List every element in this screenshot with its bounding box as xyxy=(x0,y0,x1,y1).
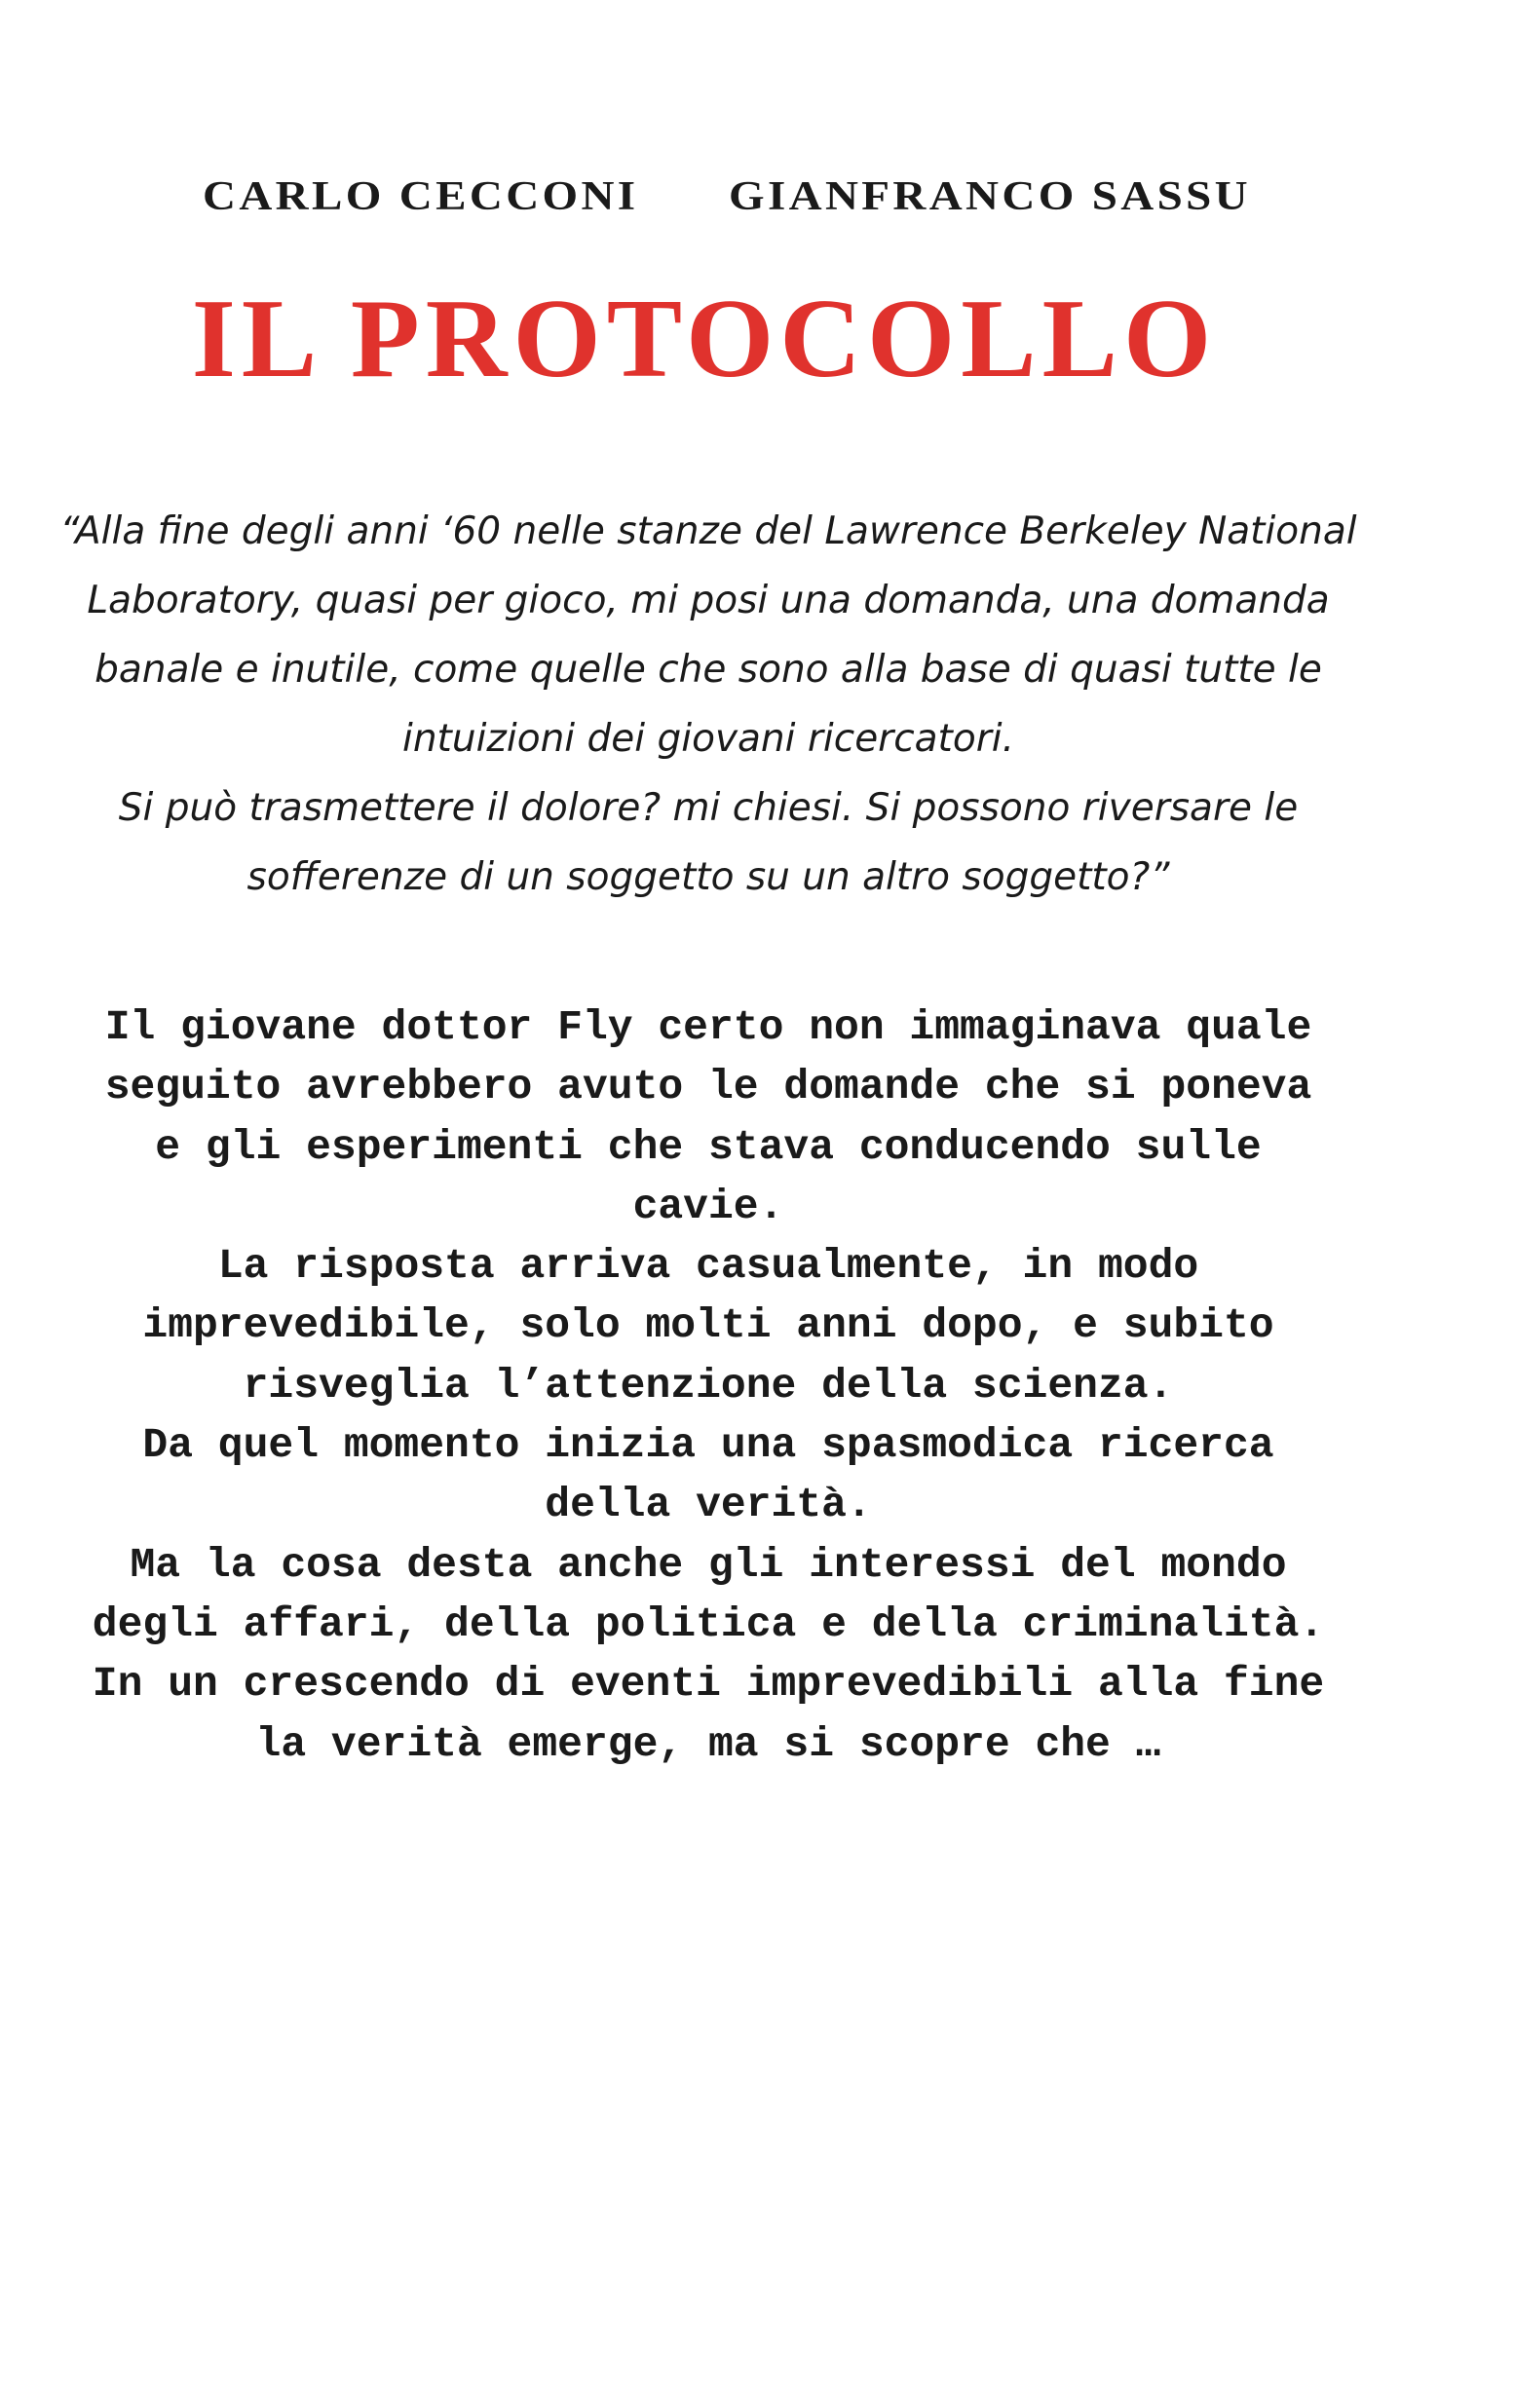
author-name: CARLO CECCONI xyxy=(203,174,639,219)
quote-line: Si può trasmettere il dolore? mi chiesi. Si possono riversare le xyxy=(118,786,1299,830)
quote-line: Laboratory, quasi per gioco, mi posi una domanda, una domanda xyxy=(87,579,1330,622)
quote-excerpt xyxy=(29,497,1387,912)
synopsis-line: Ma la cosa desta anche gli interessi del mondo xyxy=(130,1540,1287,1589)
quote-line: intuizioni dei giovani ricercatori. xyxy=(402,717,1014,761)
quote-line: banale e inutile, come quelle che sono alla base di quasi tutte le xyxy=(95,648,1322,692)
synopsis-line: la verità emerge, ma si scopre che … xyxy=(255,1719,1161,1768)
synopsis xyxy=(29,997,1387,1774)
synopsis-line: cavie. xyxy=(632,1182,784,1230)
synopsis-line: Il giovane dottor Fly certo non immaginava quale xyxy=(104,1003,1312,1051)
author-name: GIANFRANCO SASSU xyxy=(729,174,1251,219)
synopsis-line: seguito avrebbero avuto le domande che si poneva xyxy=(104,1063,1312,1111)
synopsis-line: e gli esperimenti che stava conducendo sulle xyxy=(155,1122,1262,1171)
quote-line: sofferenze di un soggetto su un altro soggetto?” xyxy=(246,855,1170,899)
synopsis-line: della verità. xyxy=(545,1481,872,1529)
book-title: IL PROTOCOLLO xyxy=(191,277,1218,401)
synopsis-line: imprevedibile, solo molti anni dopo, e subito xyxy=(142,1301,1274,1350)
synopsis-line: degli affari, della politica e della criminalità. xyxy=(92,1599,1325,1648)
synopsis-line: In un crescendo di eventi imprevedibili alla fine xyxy=(92,1660,1325,1709)
quote-line: “Alla fine degli anni ‘60 nelle stanze del Lawrence Berkeley National xyxy=(59,509,1357,553)
synopsis-line: La risposta arriva casualmente, in modo xyxy=(217,1242,1199,1291)
synopsis-line: risveglia l’attenzione della scienza. xyxy=(243,1361,1174,1410)
authors xyxy=(0,173,1514,232)
synopsis-line: Da quel momento inizia una spasmodica ricerca xyxy=(142,1421,1274,1470)
